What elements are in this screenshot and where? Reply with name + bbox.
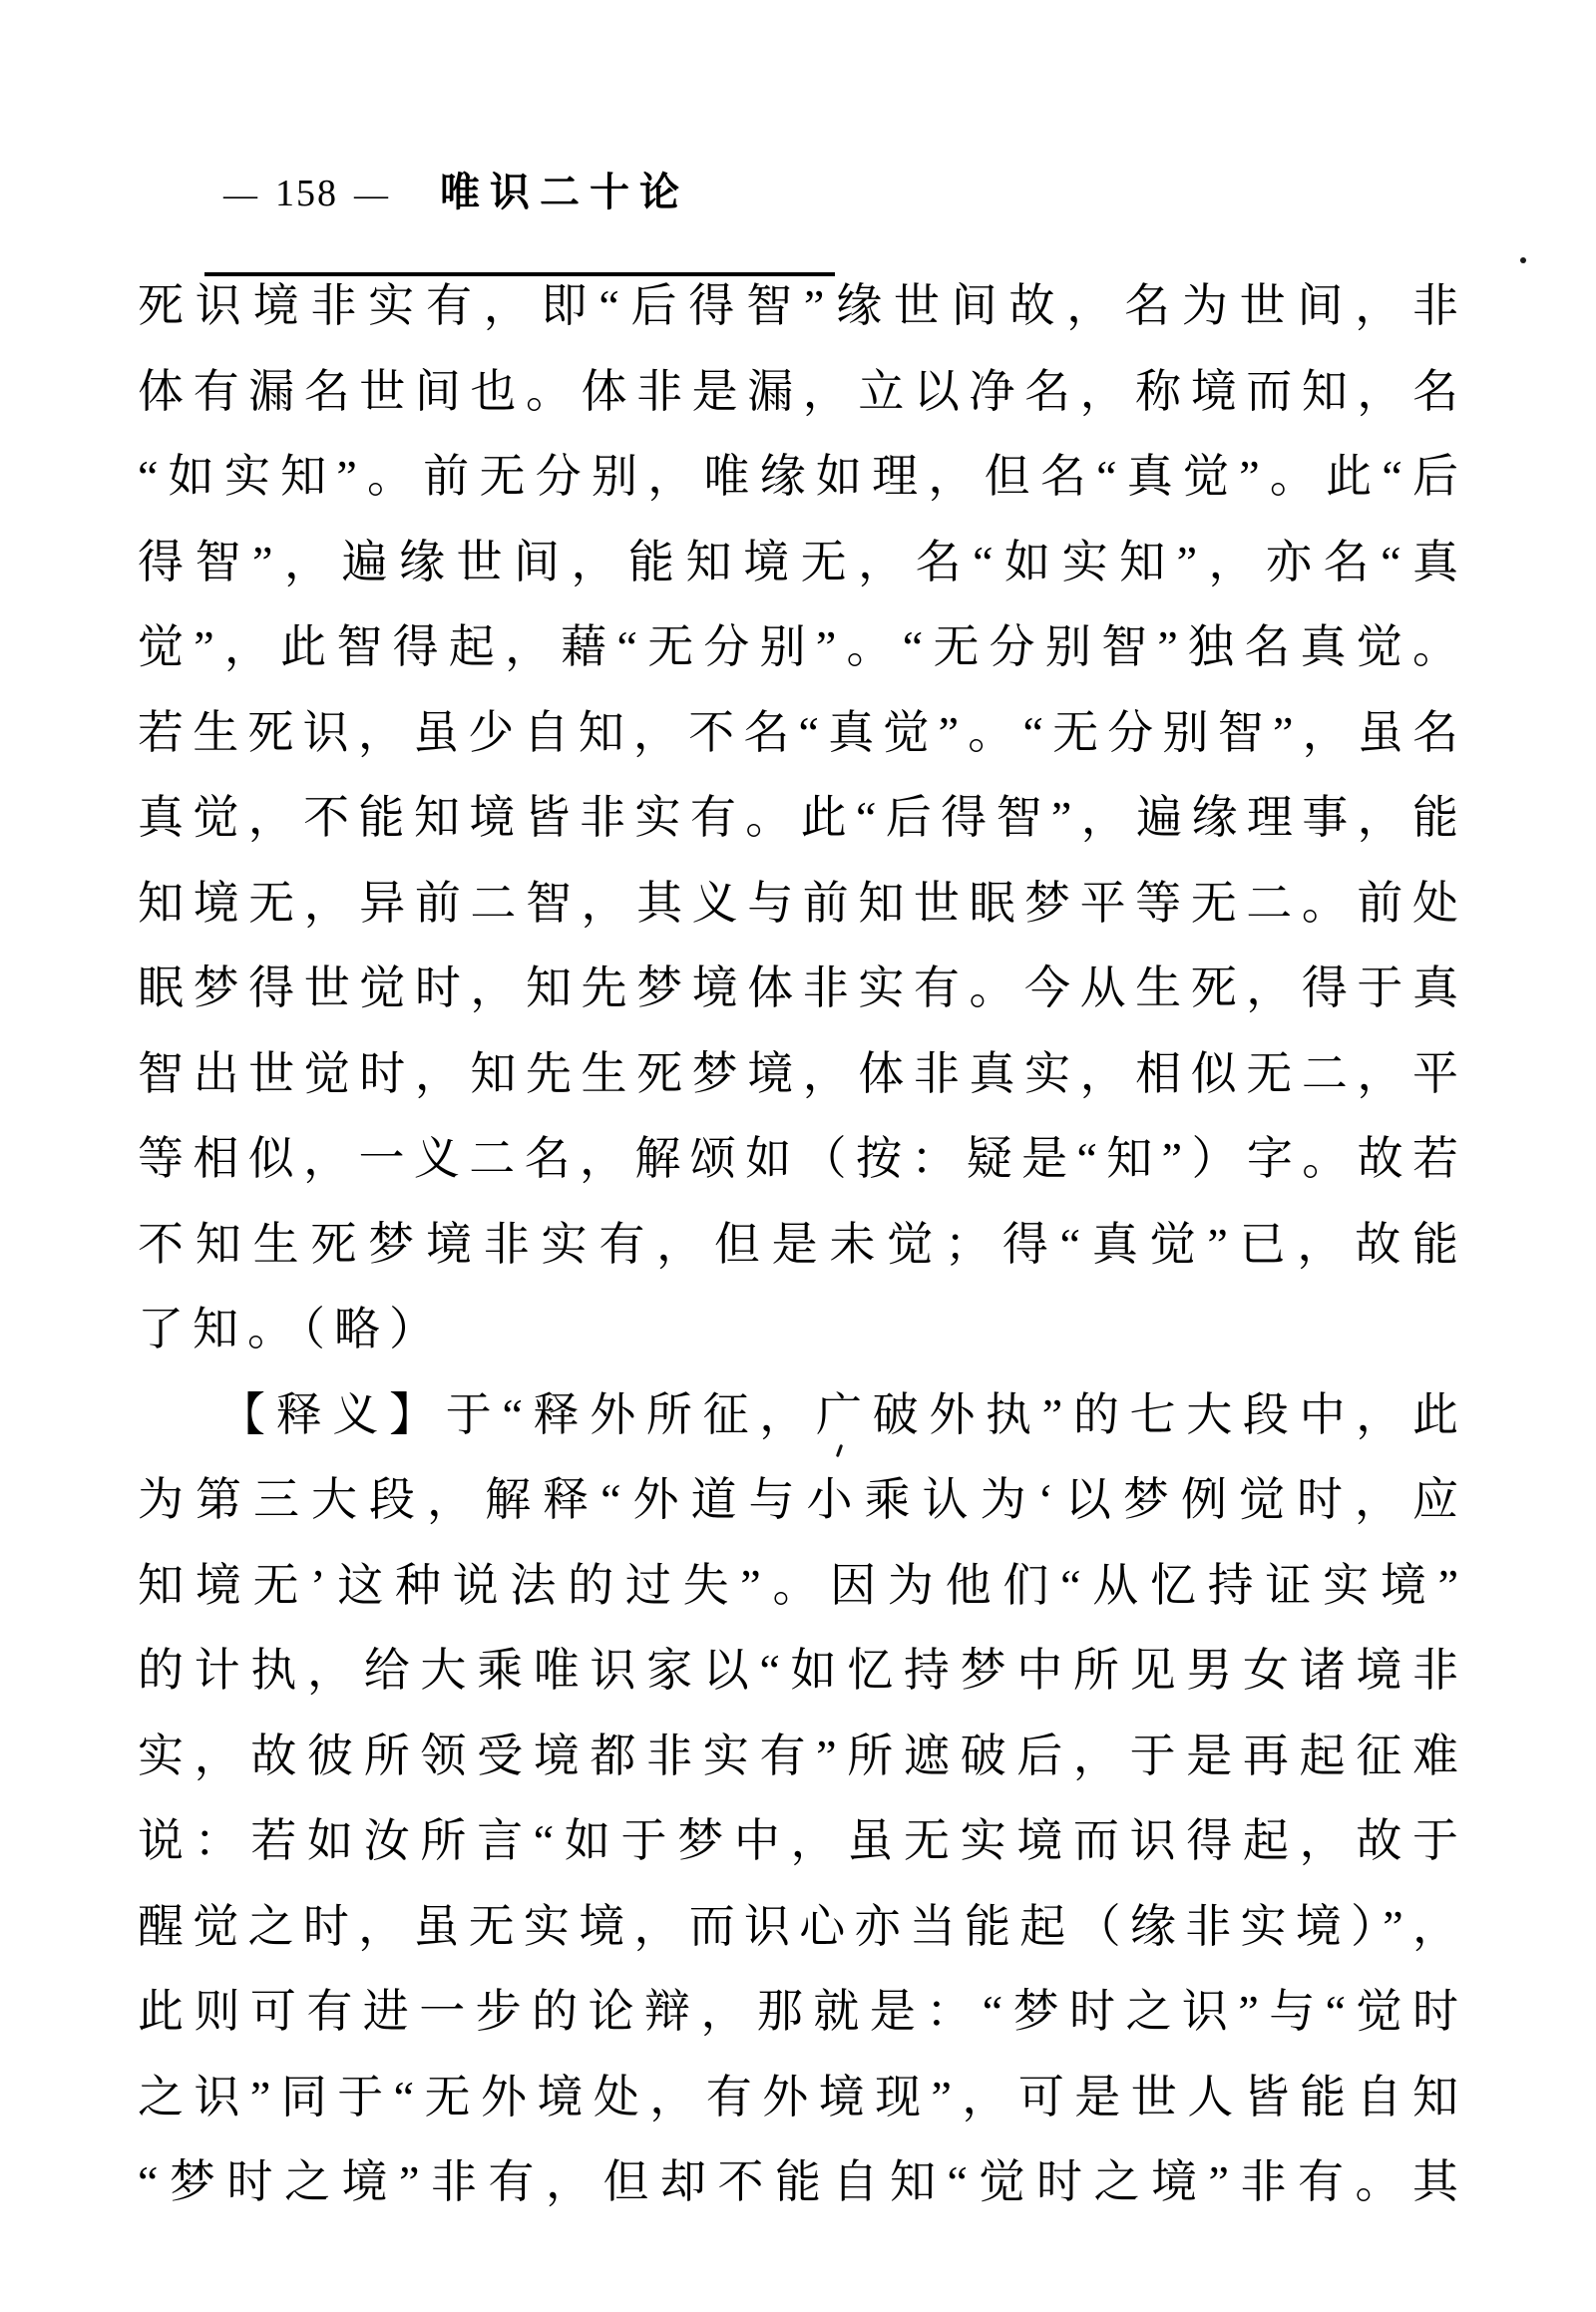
running-head <box>207 170 689 218</box>
text-line: 死识境非实有，即“后得智”缘世间故，名为世间，非 <box>138 280 1458 331</box>
text-line: 此则可有进一步的论辩，那就是：“梦时之识”与“觉时 <box>138 1986 1458 2037</box>
text-line: 知境无’这种说法的过失”。因为他们“从忆持证实境” <box>138 1559 1458 1611</box>
text-line: 觉”，此智得起，藉“无分别”。“无分别智”独名真觉。 <box>138 621 1458 672</box>
body-text-block <box>138 263 1458 2225</box>
text-line: 若生死识，虽少自知，不名“真觉”。“无分别智”，虽名 <box>138 706 1458 758</box>
text-line: 不知生死梦境非实有，但是未觉；得“真觉”已，故能 <box>138 1218 1458 1270</box>
text-line: 智出世觉时，知先生死梦境，体非真实，相似无二，平 <box>138 1047 1458 1099</box>
text-line: 之识”同于“无外境处，有外境现”，可是世人皆能自知 <box>138 2071 1458 2122</box>
text-line-paragraph-end: 了知。（略） <box>138 1304 444 1354</box>
scan-artifact-dot <box>1520 257 1526 263</box>
book-title: 唯识二十论 <box>440 170 689 214</box>
text-line: “梦时之境”非有，但却不能自知“觉时之境”非有。其 <box>138 2156 1458 2207</box>
text-line: 知境无，异前二智，其义与前知世眠梦平等无二。前处 <box>138 877 1458 929</box>
text-line: 等相似，一义二名，解颂如（按：疑是“知”）字。故若 <box>138 1133 1458 1184</box>
text-line: 体有漏名世间也。体非是漏，立以净名，称境而知，名 <box>138 365 1458 417</box>
text-line: 实，故彼所领受境都非实有”所遮破后，于是再起征难 <box>138 1730 1458 1781</box>
text-line: 说：若如汝所言“如于梦中，虽无实境而识得起，故于 <box>138 1815 1458 1866</box>
header-right-dash: — <box>354 177 390 213</box>
text-line-paragraph-start: 【释义】于“释外所征，广破外执”的七大段中，此 <box>219 1388 1458 1440</box>
text-line: 的计执，给大乘唯识家以“如忆持梦中所见男女诸境非 <box>138 1645 1458 1696</box>
text-line: 醒觉之时，虽无实境，而识心亦当能起（缘非实境）”， <box>138 1900 1458 1952</box>
text-line: 为第三大段，解释“外道与小乘认为‘以梦例觉时，应 <box>138 1474 1458 1525</box>
text-line: 真觉，不能知境皆非实有。此“后得智”，遍缘理事，能 <box>138 792 1458 843</box>
text-line: 得智”，遍缘世间，能知境无，名“如实知”，亦名“真 <box>138 536 1458 587</box>
text-line: “如实知”。前无分别，唯缘如理，但名“真觉”。此“后 <box>138 451 1458 502</box>
page-number: 158 <box>275 173 338 214</box>
text-line: 眠梦得世觉时，知先梦境体非实有。今从生死，得于真 <box>138 963 1458 1013</box>
header-left-dash: — <box>223 177 259 213</box>
